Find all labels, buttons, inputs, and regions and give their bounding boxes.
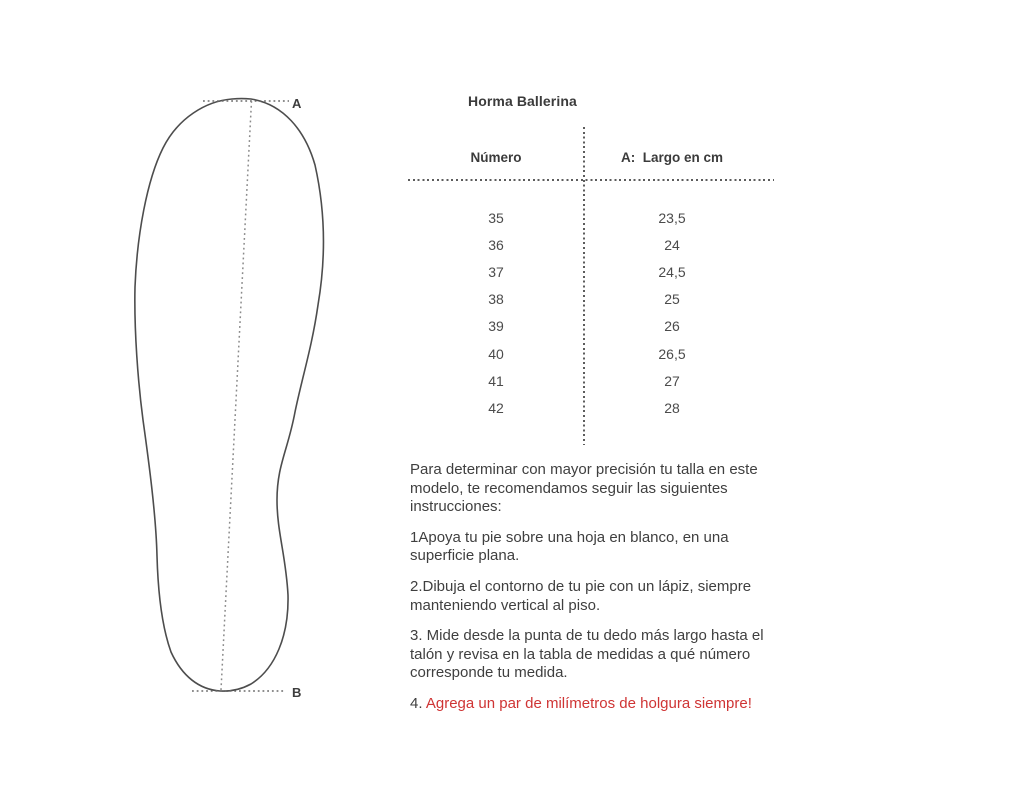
cell-largo: 27	[664, 372, 680, 389]
cell-largo: 26	[664, 318, 680, 335]
column-header-largo: A: Largo en cm	[620, 150, 723, 165]
table-row	[408, 313, 774, 340]
cell-largo: 26,5	[658, 345, 686, 362]
table-row	[408, 340, 774, 367]
cell-numero: 41	[488, 372, 504, 389]
table-header-row	[408, 150, 774, 165]
cell-numero: 42	[488, 399, 504, 416]
table-row	[408, 286, 774, 313]
cell-largo: 24	[664, 236, 680, 253]
table-body	[408, 204, 774, 422]
cell-numero: 38	[488, 291, 504, 308]
cell-numero: 39	[488, 318, 504, 335]
instruction-step-3: 3. Mide desde la punta de tu dedo más largo hasta el talón y revisa en la tabla de medidas a qué número corresponde tu medida.	[410, 627, 764, 682]
size-chart-title: Horma Ballerina	[468, 93, 577, 109]
label-a: A	[292, 96, 302, 111]
size-chart	[408, 120, 774, 452]
cell-largo: 25	[664, 291, 680, 308]
instructions-intro: Para determinar con mayor precisión tu talla en este modelo, te recomendamos seguir las siguientes instrucciones:	[410, 461, 758, 516]
table-row	[408, 258, 774, 285]
table-row	[408, 394, 774, 421]
instruction-step-4	[410, 695, 782, 714]
table-divider-horizontal	[408, 179, 774, 181]
cell-numero: 36	[488, 236, 504, 253]
instruction-step-1: 1Apoya tu pie sobre una hoja en blanco, en una superficie plana.	[410, 528, 729, 565]
cell-largo: 23,5	[658, 209, 686, 226]
cell-numero: 35	[488, 209, 504, 226]
step4-highlight: Agrega un par de milímetros de holgura siempre!	[425, 694, 752, 712]
cell-largo: 28	[664, 399, 680, 416]
table-row	[408, 204, 774, 231]
foot-outline	[135, 99, 324, 691]
label-b: B	[292, 685, 302, 700]
table-row	[408, 231, 774, 258]
step4-number: 4.	[410, 694, 426, 712]
instruction-step-2: 2.Dibuja el contorno de tu pie con un lápiz, siempre manteniendo vertical al piso.	[410, 577, 752, 614]
instructions-block	[410, 461, 782, 726]
cell-largo: 24,5	[658, 263, 686, 280]
measure-line-vertical	[221, 101, 252, 690]
cell-numero: 40	[488, 345, 504, 362]
column-header-numero: Número	[470, 150, 522, 165]
cell-numero: 37	[488, 263, 504, 280]
table-row	[408, 367, 774, 394]
